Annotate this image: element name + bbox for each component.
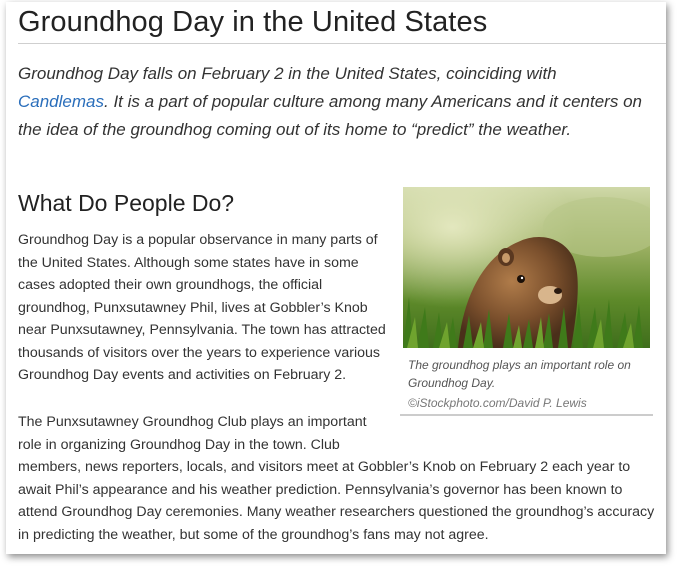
page-title: Groundhog Day in the United States (18, 6, 488, 38)
article-card (6, 2, 666, 554)
section-heading: What Do People Do? (18, 190, 235, 216)
figure-divider (400, 414, 653, 416)
paragraph-2 (18, 411, 658, 546)
paragraph-2-text: The Punxsutawney Groundhog Club plays an important role in organizing Groundhog Day in the town. Club members, news reporters, locals, and visitors meet at Gobbler’s Knob on February 2 each year to await Phil’s appearance and his weather prediction. Pennsylvania’s governor has been known to attend Groundhog Day ceremonies. Many weather researchers questioned the groundhog’s accuracy in predicting the weather, but some of the groundhog’s fans may not agree. (18, 414, 655, 543)
title-divider (18, 43, 666, 44)
groundhog-figure (400, 187, 653, 416)
paragraph-1-text: Groundhog Day is a popular observance in many parts of the United States. Although some states have in some cases adopted their own groundhogs, the official groundhog, Punxsutawney Phil, lives at Gobbler’s Knob near Punxsutawney, Pennsylvania. The town has attracted thousands of visitors over the years to experience various Groundhog Day events and activities on February 2. (18, 232, 386, 383)
figure-caption: The groundhog plays an important role on Groundhog Day. (408, 358, 631, 390)
groundhog-photo (403, 187, 650, 348)
candlemas-link[interactable]: Candlemas (18, 92, 104, 111)
intro-paragraph (18, 60, 648, 144)
intro-text-end: . It is a part of popular culture among many Americans and it centers on the idea of the groundhog coming out of its home to “predict” the weather. (18, 92, 642, 139)
intro-text-start: Groundhog Day falls on February 2 in the United States, coinciding with (18, 64, 557, 83)
photo-credit: ©iStockphoto.com/David P. Lewis (408, 396, 587, 410)
